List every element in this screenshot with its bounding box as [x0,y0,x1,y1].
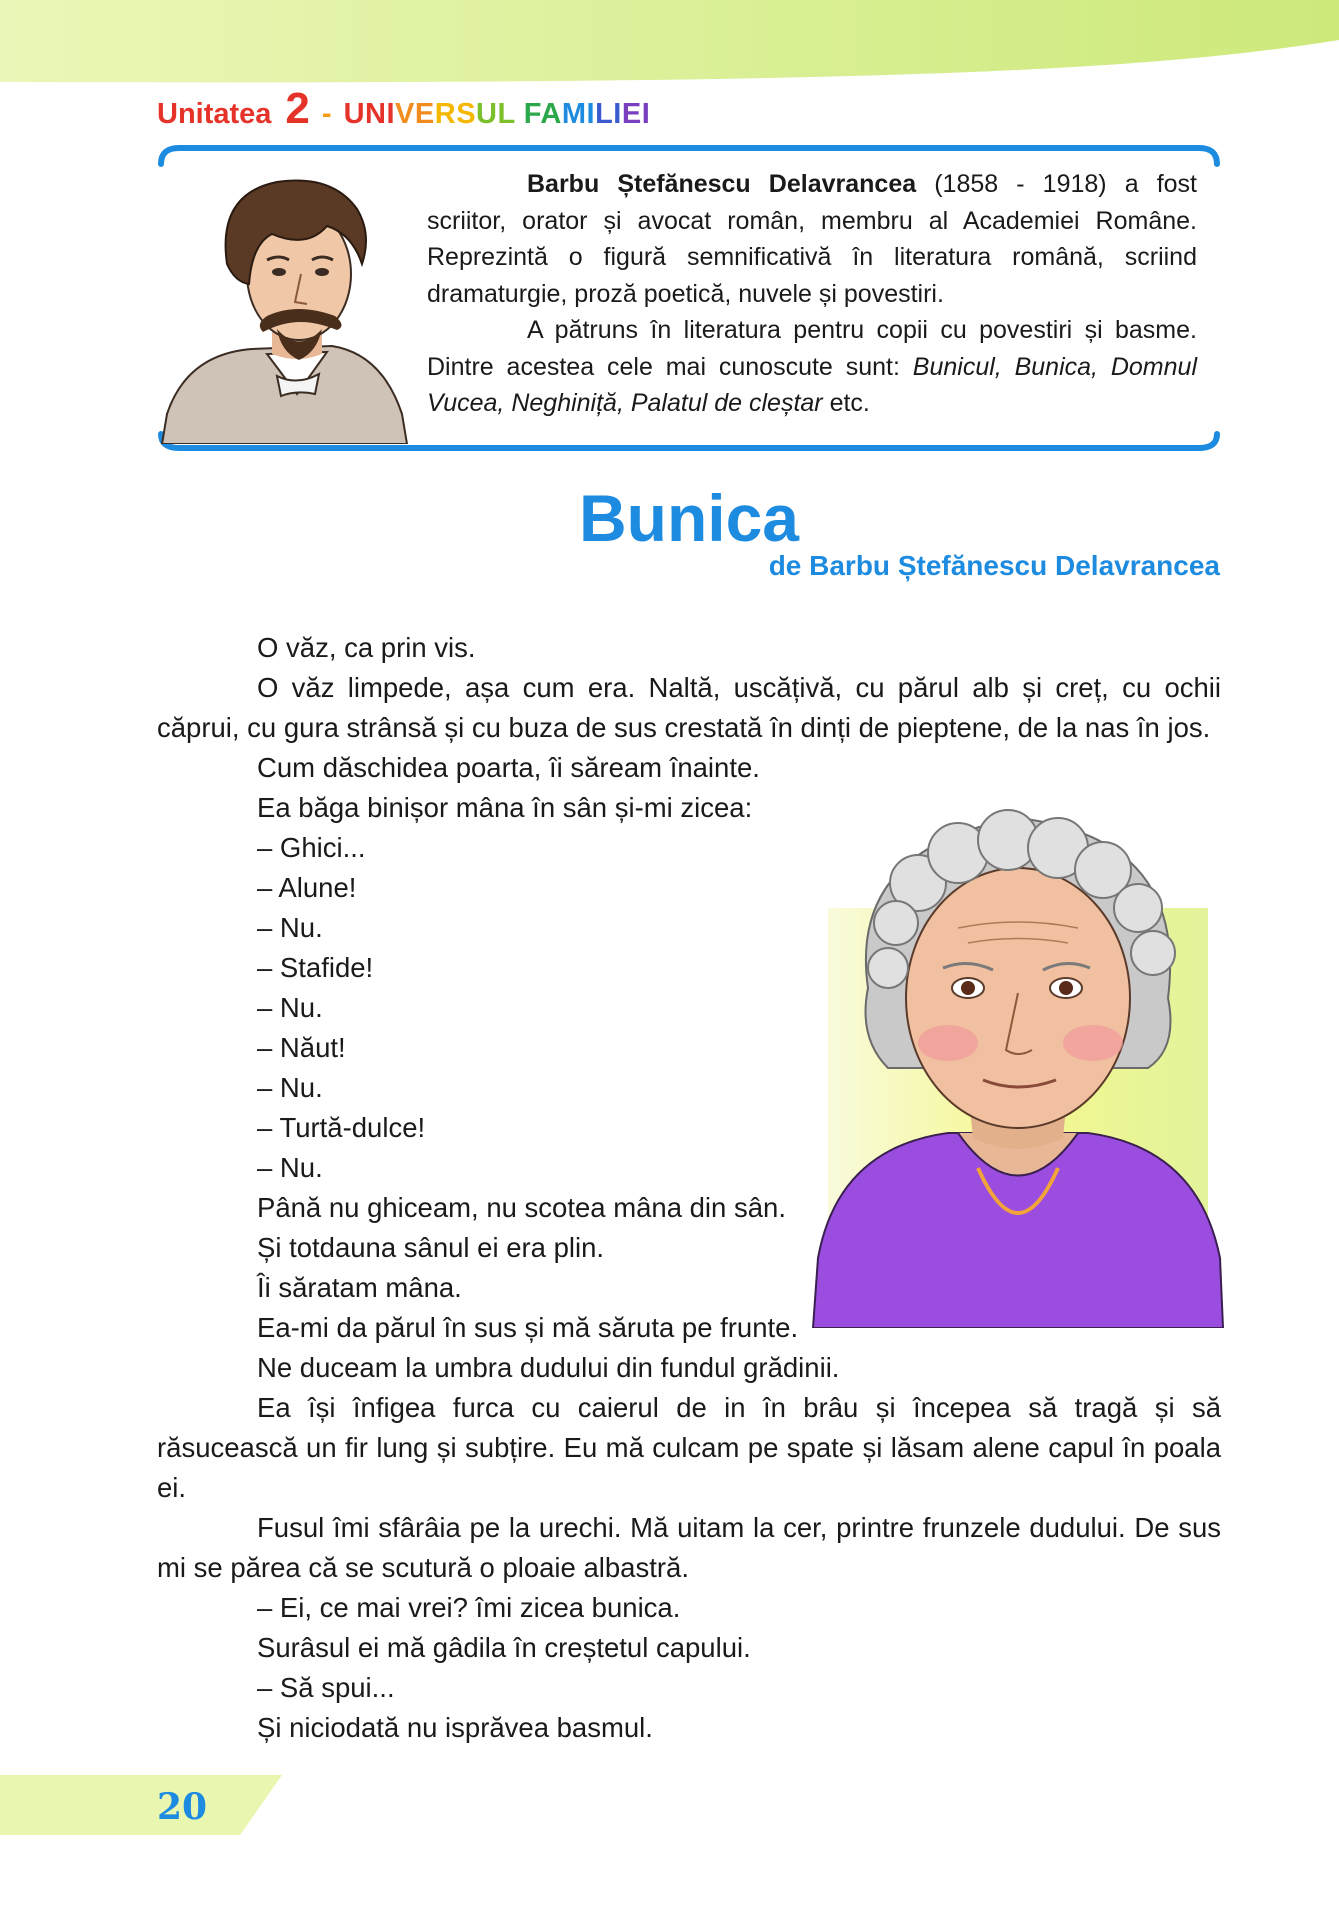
story-paragraph: – Ei, ce mai vrei? îmi zicea bunica. [257,1592,681,1623]
story-body [157,628,1221,1748]
story-paragraph: – Năut! [257,1032,346,1063]
story-paragraph: – Să spui... [257,1672,395,1703]
story-paragraph: – Nu. [257,912,323,943]
story-title: Bunica [578,481,800,555]
author-portrait [157,154,412,444]
author-bio-box [157,144,1221,452]
story-author: de Barbu Ștefănescu Delavrancea [768,550,1220,581]
story-paragraph: Până nu ghiceam, nu scotea mâna din sân. [257,1192,786,1223]
story-paragraph: Ea-mi da părul în sus și mă săruta pe frunte. [257,1312,799,1343]
bio-paragraph-2-end: etc. [822,389,870,417]
story-paragraph: O văz limpede, așa cum era. Naltă, uscățivă, cu părul alb și creț, cu ochii căprui, cu gura strânsă și cu buza de sus crestată în dinți de pieptene, de la nas în jos. [157,672,1221,743]
unit-title: UNIVERSUL FAMILIEI [343,98,651,130]
story-paragraph: O văz, ca prin vis. [257,632,476,663]
footer-decorative-band [0,1775,300,1835]
author-bio-text [427,166,1197,422]
story-paragraph: Fusul îmi sfârâia pe la urechi. Mă uitam la cer, printre frunzele dudului. De sus mi se părea că se scutură o ploaie albastră. [157,1512,1221,1583]
bio-paragraph-2 [427,312,1197,422]
unit-header [157,84,651,133]
story-paragraph: – Stafide! [257,952,374,983]
story-paragraph: – Ghici... [257,832,366,863]
story-paragraph: – Nu. [257,992,323,1023]
story-paragraph: – Turtă-dulce! [257,1112,426,1143]
story-paragraph: – Alune! [257,872,357,903]
story-paragraph: Ea își înfigea furca cu caierul de in în brâu și începea să tragă și să răsucească un fir lung și subțire. Eu mă culcam pe spate și lăsam alene capul în poala ei. [157,1392,1221,1503]
story-paragraph: Îi săratam mâna. [257,1272,462,1303]
bio-paragraph-1 [427,166,1197,312]
story-paragraph: Surâsul ei mă gâdila în creștetul capului. [257,1632,751,1663]
bio-paragraph-2-text: A pătruns în literatura pentru copii cu povestiri și basme. Dintre acestea cele mai cunoscute sunt: [427,316,1197,381]
story-paragraph: – Nu. [257,1152,323,1183]
story-paragraph: Și totdauna sânul ei era plin. [257,1232,605,1263]
story-paragraph: Cum dăschidea poarta, îi săream înainte. [257,752,760,783]
bio-paragraph-1-text: (1858 - 1918) a fost scriitor, orator și avocat român, membru al Academiei Române. Reprezintă o figură semnificativă în literatura română, scriind dramaturgie, proză poetică, nuvele și povestiri. [427,170,1197,308]
story-paragraph: Și niciodată nu isprăvea basmul. [257,1712,653,1743]
author-name: Barbu Ștefănescu Delavrancea [527,170,917,198]
story-paragraph: Ea băga binișor mâna în sân și-mi zicea: [257,792,753,823]
unit-label: Unitatea [157,98,272,130]
unit-number: 2 [285,84,310,133]
story-paragraph: – Nu. [257,1072,323,1103]
story-paragraph: Ne duceam la umbra dudului din fundul grădinii. [257,1352,840,1383]
unit-dash: - [321,98,332,130]
page-number: 20 [157,1786,208,1828]
bio-works-list: Bunicul, Bunica, Domnul Vucea, Neghiniță, Palatul de cleștar [427,352,1197,417]
